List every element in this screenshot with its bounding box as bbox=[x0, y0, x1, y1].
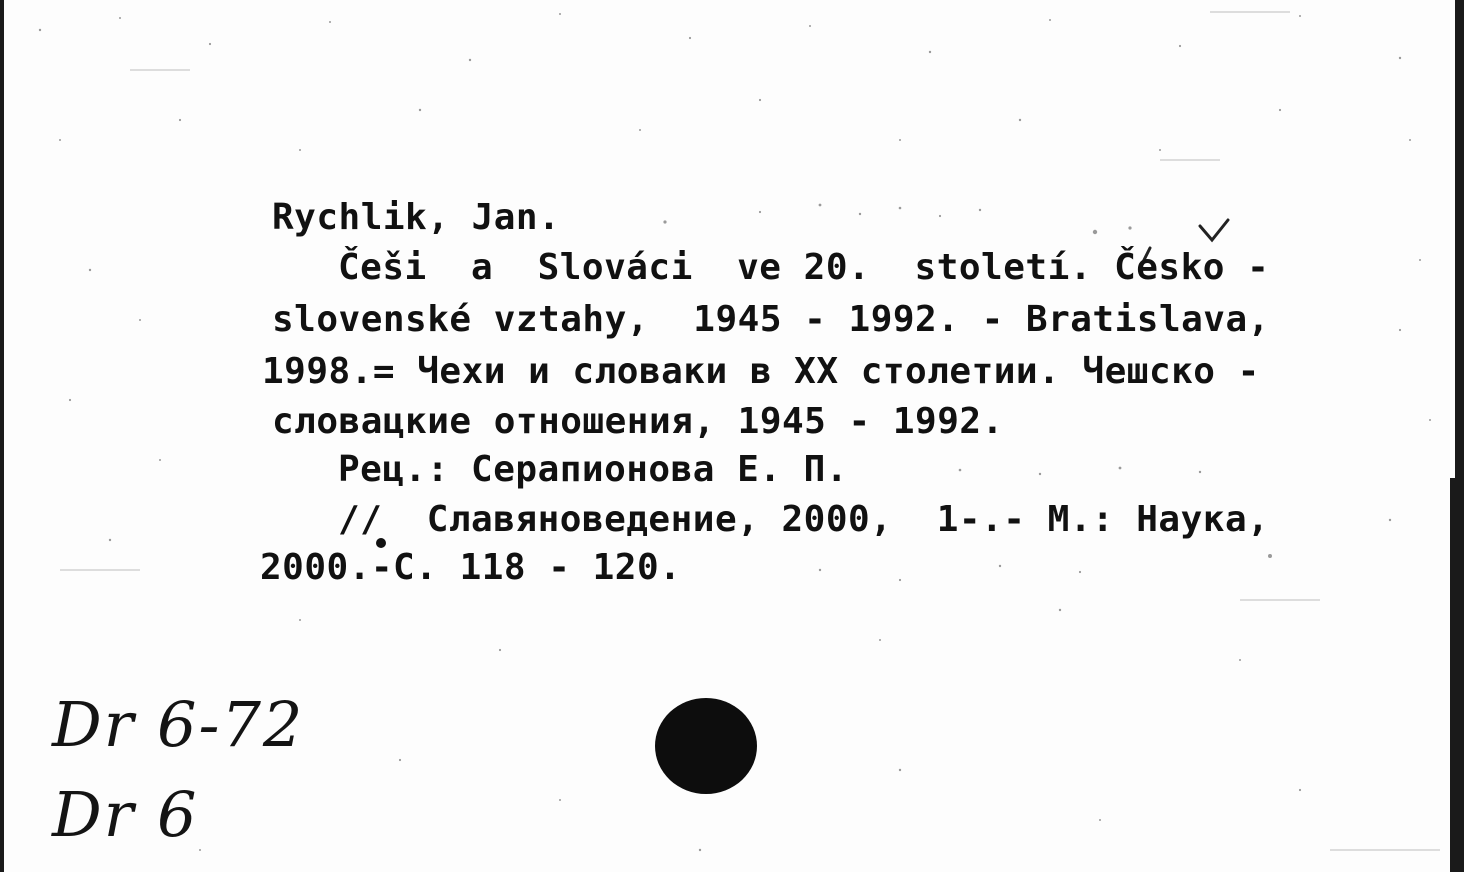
title-line-2: slovenské vztahy, 1945 - 1992. - Bratislava, bbox=[272, 299, 1270, 340]
translation-line-2: словацкие отношения, 1945 - 1992. bbox=[272, 401, 1004, 442]
punch-hole bbox=[655, 698, 757, 794]
title-line-1: Češi a Slováci ve 20. století. Česko - bbox=[338, 247, 1270, 288]
review-author-line: Рец.: Серапионова Е. П. bbox=[338, 449, 848, 490]
source-line-1: // Славяноведение, 2000, 1-.- М.: Наука, bbox=[338, 499, 1270, 540]
card-right-edge bbox=[1455, 0, 1464, 872]
source-line-2: 2000.-С. 118 - 120. bbox=[260, 547, 682, 588]
card-left-edge bbox=[0, 0, 4, 872]
shelfmark-handwritten-1: Dr 6-72 bbox=[52, 688, 305, 761]
author-heading: Rychlik, Jan. bbox=[272, 197, 561, 238]
translation-line-1: 1998.= Чехи и словаки в ХХ столетии. Чешско - bbox=[262, 351, 1260, 392]
card-right-notch bbox=[1450, 478, 1456, 872]
shelfmark-handwritten-2: Dr 6 bbox=[52, 778, 199, 851]
